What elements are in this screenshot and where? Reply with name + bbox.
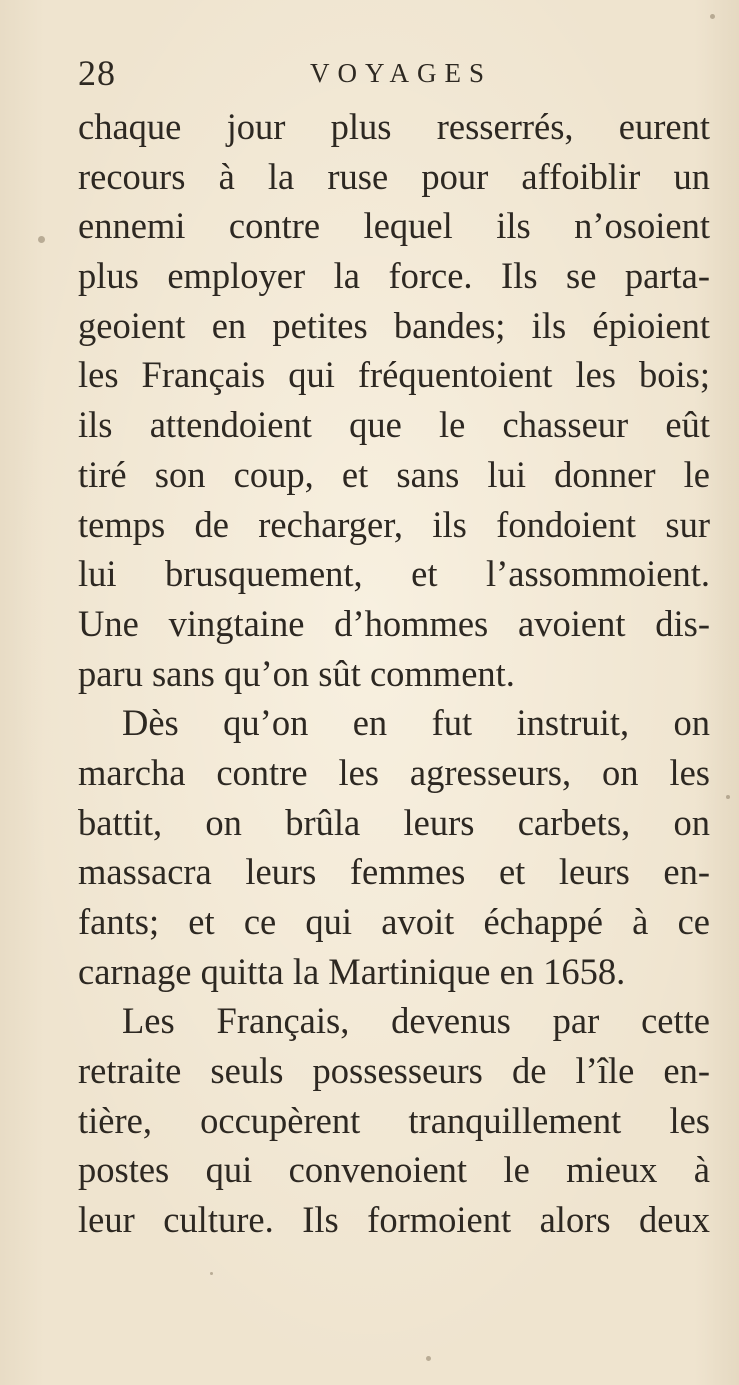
text-line: temps de recharger, ils fondoient sur	[78, 503, 710, 545]
paragraph-end-line: paru sans qu’on sût comment.	[78, 652, 515, 694]
text-line: retraite seuls possesseurs de l’île en-	[78, 1050, 710, 1092]
paper-speck	[426, 1356, 431, 1361]
text-line: chaque jour plus resserrés, eurent	[78, 106, 710, 147]
text-line: lui brusquement, et l’assommoient.	[78, 553, 710, 595]
text-line: ennemi contre lequel ils n’osoient	[78, 205, 710, 247]
text-line: postes qui convenoient le mieux à	[78, 1149, 710, 1191]
running-head: VOYAGES	[310, 58, 493, 88]
paragraph-start-line: Dès qu’on en fut instruit, on	[122, 702, 710, 744]
text-line: les Français qui fréquentoient les bois;	[78, 354, 710, 396]
paper-speck	[710, 14, 715, 19]
paper-speck	[726, 795, 730, 799]
text-line: recours à la ruse pour affoiblir un	[78, 155, 710, 197]
paper-speck	[210, 1272, 213, 1275]
paragraph-end-line: carnage quitta la Martinique en 1658.	[78, 950, 626, 992]
text-line: fants; et ce qui avoit échappé à ce	[78, 901, 710, 942]
text-line: Une vingtaine d’hommes avoient dis-	[78, 602, 710, 644]
text-line: ils attendoient que le chasseur eût	[78, 404, 710, 446]
text-line: marcha contre les agresseurs, on les	[78, 751, 710, 793]
text-line: battit, on brûla leurs carbets, on	[78, 801, 710, 843]
paragraph-start-line: Les Français, devenus par cette	[122, 1000, 710, 1042]
page-number: 28	[78, 53, 116, 93]
page-header	[78, 52, 708, 96]
text-line: leur culture. Ils formoient alors deux	[78, 1199, 710, 1241]
paper-speck	[38, 236, 45, 243]
body-text	[78, 102, 710, 1245]
text-line: massacra leurs femmes et leurs en-	[78, 851, 710, 893]
text-line: plus employer la force. Ils se parta-	[78, 255, 710, 297]
text-line: tiré son coup, et sans lui donner le	[78, 453, 710, 495]
text-line: geoient en petites bandes; ils épioient	[78, 304, 710, 346]
text-line: tière, occupèrent tranquillement les	[78, 1099, 710, 1141]
